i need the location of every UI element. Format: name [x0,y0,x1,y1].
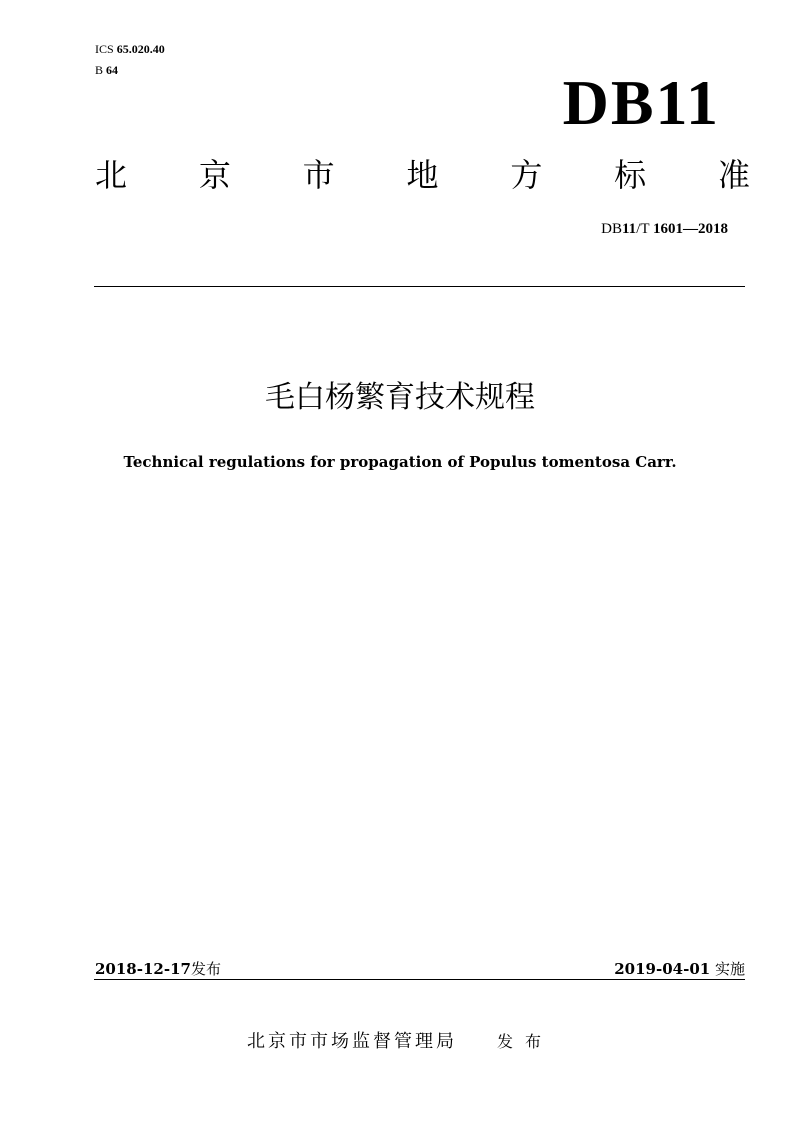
document-title-en: Technical regulations for propagation of Populus tomentosa Carr. [123,453,677,471]
standard-number [601,220,728,238]
issuer-action: 发布 [496,1032,553,1051]
issuer-org: 北京市市场监督管理局 [246,1031,457,1052]
issue-date-label: 发布 [190,960,221,978]
standard-type-char: 北 [95,156,128,194]
effective-date-value: 2019-04-01 [614,960,711,978]
issue-date [95,959,221,979]
standard-logo: DB11 [562,67,720,138]
ics-code [95,42,165,56]
standard-number-region: 11 [622,221,637,237]
document-title-zh: 毛白杨繁育技术规程 [265,380,535,415]
ics-label: ICS [95,42,114,56]
standard-type-char: 市 [302,156,335,194]
standard-type-char: 京 [198,156,231,194]
effective-date [614,959,745,979]
class-value: 64 [106,63,119,77]
standard-type-char: 方 [510,156,543,194]
class-label: B [95,63,104,77]
bottom-divider [94,979,745,980]
standard-number-prefix: DB [601,221,622,237]
issue-date-value: 2018-12-17 [95,960,191,978]
standard-type-char: 准 [717,156,750,194]
effective-date-label: 实施 [714,960,745,978]
ics-value: 65.020.40 [116,42,165,56]
top-divider [94,286,745,287]
standard-type-heading [95,155,750,195]
standard-number-value: 1601—2018 [653,221,728,237]
issuer [0,1030,800,1054]
standard-type-char: 地 [406,156,439,194]
classification-code [95,63,118,77]
standard-type-char: 标 [614,156,647,194]
standard-number-suffix: /T [636,221,650,237]
